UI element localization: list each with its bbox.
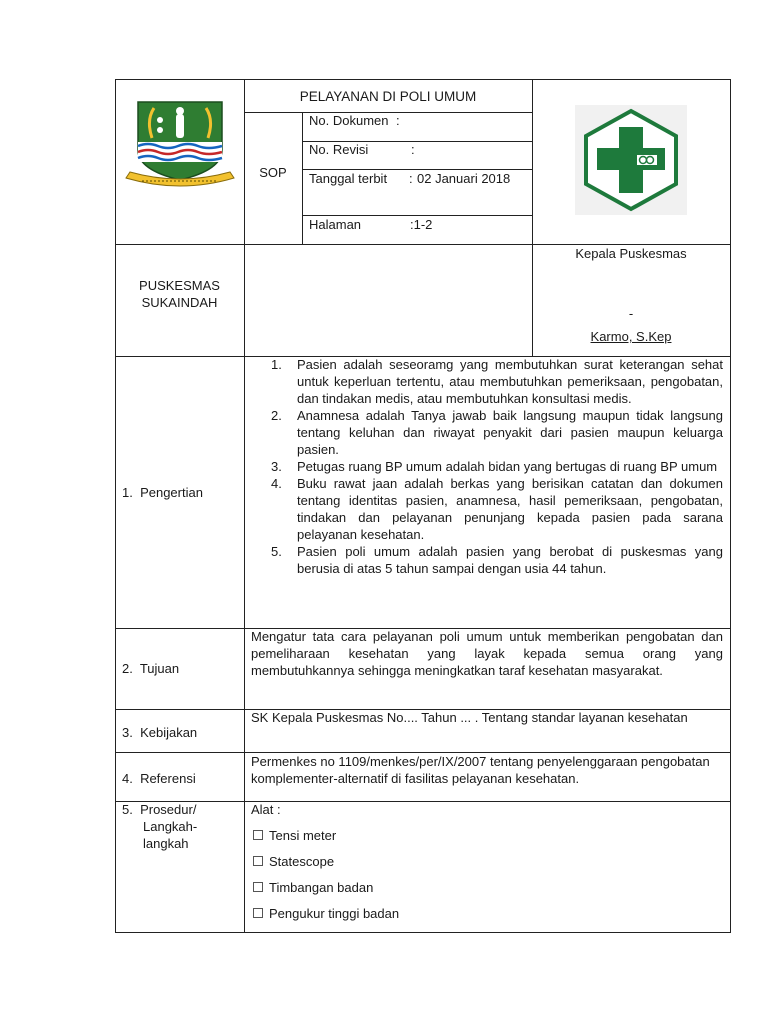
sop-label: SOP [259,165,287,180]
alat-item: Timbangan badan [253,879,373,896]
field-halaman-value: :1-2 [410,217,433,232]
alat-item: Tensi meter [253,827,336,844]
regional-emblem-logo [124,98,236,194]
border-bottom [115,932,731,933]
list-item: 4. Buku rawat jaan adalah berkas yang berisikan catatan dan dokumen tentang identitas pasien, anamnesa, hasil pemeriksaan, pengobatan, tindakan dan pelayanan penunjang kepada pasien pada sarana pelayanan kesehatan. [271,476,723,542]
document-title: PELAYANAN DI POLI UMUM [299,89,477,104]
divider-label-column [244,79,245,933]
org-name: PUSKESMAS SUKAINDAH [139,278,220,310]
alat-title: Alat : [251,802,281,817]
pengertian-list [246,356,723,577]
divider-sop [302,112,303,245]
checkbox-icon [253,830,263,840]
checkbox-icon [253,882,263,892]
section-kebijakan-text: SK Kepala Puskesmas No.... Tahun ... . Tentang standar layanan kesehatan [251,710,688,725]
field-halaman-label: Halaman [309,217,362,232]
field-no-dokumen-sep: : [396,113,400,128]
list-item: 2. Anamnesa adalah Tanya jawab baik langsung maupun tidak langsung tentang keluhan dan riwayat penyakit dari pasien maupun keluarga pasien. [271,408,723,457]
head-title: Kepala Puskesmas [575,246,687,261]
checkbox-icon [253,856,263,866]
divider-row-referensi [115,801,731,802]
divider-title [244,112,533,113]
border-left [115,79,116,933]
border-top [115,79,731,80]
list-item: 1. Pasien adalah seseoramg yang membutuhkan surat keterangan sehat untuk keperluan tertentu, atau membutuhkan pemeriksaan, pengobatan, dan tindakan medis, atau membutuhkan konsultasi medis. [271,357,723,406]
section-referensi-text: Permenkes no 1109/menkes/per/IX/2007 tentang penyelenggaraan pengobatan komplementer-alternatif di fasilitas pelayanan kesehatan. [251,754,710,786]
section-kebijakan-label: 3. Kebijakan [122,725,198,740]
field-halaman-sep: : [410,217,414,232]
section-referensi-label: 4. Referensi [122,771,196,786]
alat-item: Pengukur tinggi badan [253,905,399,922]
puskesmas-logo [575,105,687,215]
field-no-revisi-label: No. Revisi [309,142,369,157]
list-item: 5. Pasien poli umum adalah pasien yang berobat di puskesmas yang berusia di atas 5 tahun sampai dengan usia 44 tahun. [271,544,723,576]
list-item: 3. Petugas ruang BP umum adalah bidan yang bertugas di ruang BP umum [271,459,718,474]
border-right [730,79,731,933]
head-name: Karmo, S.Kep [590,329,672,344]
field-no-dokumen-label: No. Dokumen [309,113,389,128]
section-pengertian-label: 1. Pengertian [122,485,203,500]
section-prosedur-label: 5. Prosedur/ Langkah- langkah [122,802,198,851]
field-no-revisi-sep: : [411,142,415,157]
section-tujuan-label: 2. Tujuan [122,661,180,676]
field-tanggal-value: 02 Januari 2018 [417,171,511,186]
field-tanggal-label: Tanggal terbit [309,171,388,186]
section-tujuan-text: Mengatur tata cara pelayanan poli umum untuk memberikan pengobatan dan pemeliharaan kesehatan yang layak kepada semua orang yang membutuhkannya sehingga meningkatkan taraf kesehatan masyarakat. [251,629,723,678]
alat-item: Statescope [253,853,334,870]
checkbox-icon [253,908,263,918]
head-signature-dash: - [628,306,634,321]
field-tanggal-sep: : [409,171,413,186]
